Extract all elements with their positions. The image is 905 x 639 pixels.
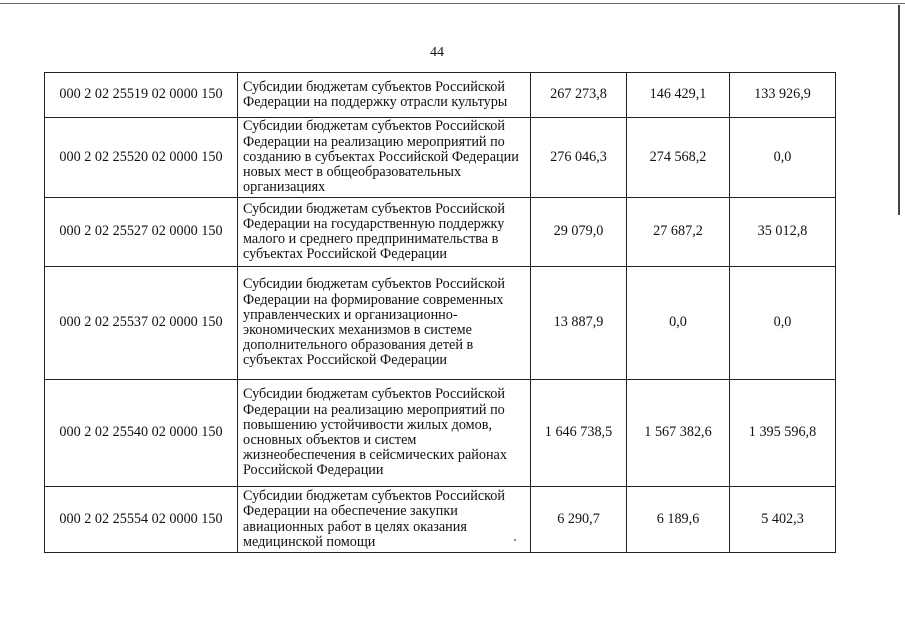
budget-code-cell: 000 2 02 25527 02 0000 150 <box>45 198 238 267</box>
table-row <box>45 487 836 553</box>
budget-code-cell: 000 2 02 25519 02 0000 150 <box>45 73 238 118</box>
description-cell: Субсидии бюджетам субъектов Российской Федерации на реализацию мероприятий по созданию в субъектах Российской Федерации новых мест в общеобразовательных организациях <box>238 118 531 198</box>
amount-year2-cell: 6 189,6 <box>627 487 730 553</box>
table-row <box>45 118 836 198</box>
amount-year1-cell: 29 079,0 <box>531 198 627 267</box>
amount-year3-cell: 1 395 596,8 <box>730 380 836 487</box>
amount-year1-cell: 1 646 738,5 <box>531 380 627 487</box>
description-cell: Субсидии бюджетам субъектов Российской Федерации на реализацию мероприятий по повышению устойчивости жилых домов, основных объектов и систем жизнеобеспечения в сейсмических районах Российской Федерации <box>238 380 531 487</box>
amount-year2-cell: 146 429,1 <box>627 73 730 118</box>
scan-border-right <box>898 5 900 215</box>
budget-code-cell: 000 2 02 25520 02 0000 150 <box>45 118 238 198</box>
scan-speck <box>514 539 516 541</box>
table-row <box>45 267 836 380</box>
amount-year1-cell: 6 290,7 <box>531 487 627 553</box>
amount-year2-cell: 274 568,2 <box>627 118 730 198</box>
amount-year1-cell: 267 273,8 <box>531 73 627 118</box>
amount-year3-cell: 0,0 <box>730 118 836 198</box>
description-cell: Субсидии бюджетам субъектов Российской Федерации на обеспечение закупки авиационных работ в целях оказания медицинской помощи <box>238 487 531 553</box>
scan-border-top <box>0 3 905 4</box>
amount-year2-cell: 1 567 382,6 <box>627 380 730 487</box>
amount-year3-cell: 0,0 <box>730 267 836 380</box>
amount-year1-cell: 276 046,3 <box>531 118 627 198</box>
budget-table <box>44 72 836 553</box>
table-row <box>45 380 836 487</box>
amount-year2-cell: 27 687,2 <box>627 198 730 267</box>
amount-year2-cell: 0,0 <box>627 267 730 380</box>
amount-year3-cell: 5 402,3 <box>730 487 836 553</box>
budget-code-cell: 000 2 02 25540 02 0000 150 <box>45 380 238 487</box>
budget-code-cell: 000 2 02 25554 02 0000 150 <box>45 487 238 553</box>
description-cell: Субсидии бюджетам субъектов Российской Федерации на формирование современных управленческих и организационно-экономических механизмов в системе дополнительного образования детей в субъектах Российской Федерации <box>238 267 531 380</box>
description-cell: Субсидии бюджетам субъектов Российской Федерации на государственную поддержку малого и среднего предпринимательства в субъектах Российской Федерации <box>238 198 531 267</box>
amount-year3-cell: 133 926,9 <box>730 73 836 118</box>
table-row <box>45 73 836 118</box>
budget-code-cell: 000 2 02 25537 02 0000 150 <box>45 267 238 380</box>
amount-year3-cell: 35 012,8 <box>730 198 836 267</box>
amount-year1-cell: 13 887,9 <box>531 267 627 380</box>
description-cell: Субсидии бюджетам субъектов Российской Федерации на поддержку отрасли культуры <box>238 73 531 118</box>
page-number: 44 <box>430 45 444 60</box>
table-row <box>45 198 836 267</box>
